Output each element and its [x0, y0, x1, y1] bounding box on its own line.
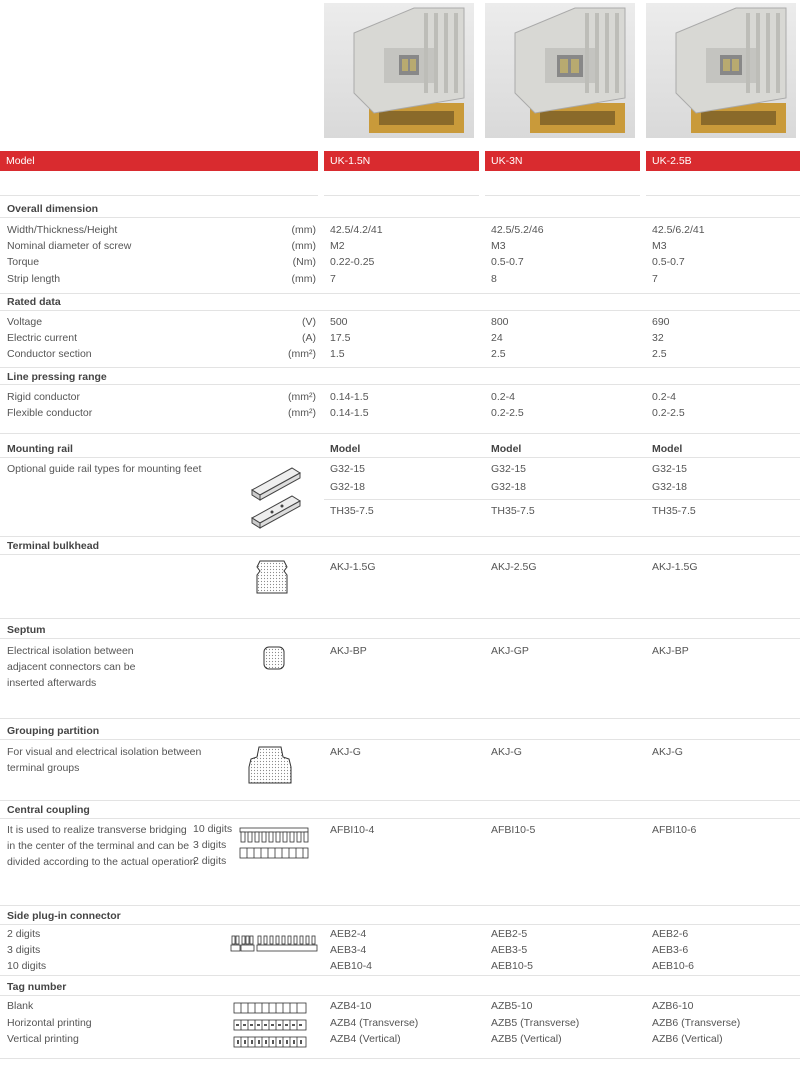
rail-model-label-1: Model	[330, 443, 361, 455]
sideplug-value: AEB2-6	[652, 928, 689, 940]
grouping-partition-icon	[247, 745, 293, 785]
spec-label: Strip length	[7, 272, 61, 285]
coupling-text-line: 3 digits	[193, 839, 227, 851]
rail-model-value: G32-15	[652, 463, 688, 475]
divider	[0, 554, 800, 555]
divider	[0, 433, 800, 434]
coupling-text-line: It is used to realize transverse bridging	[7, 824, 187, 836]
grouping-value: AKJ-G	[491, 746, 522, 758]
section-title-tag: Tag number	[7, 981, 67, 993]
septum-text-line: Electrical isolation between	[7, 645, 134, 657]
spec-value: 42.5/5.2/46	[491, 224, 544, 236]
section-title-bulkhead: Terminal bulkhead	[7, 540, 99, 552]
grouping-value: AKJ-G	[330, 746, 361, 758]
septum-value: AKJ-BP	[652, 645, 689, 657]
sideplug-value: AEB10-6	[652, 960, 695, 973]
spec-value: 42.5/6.2/41	[652, 224, 705, 236]
rail-model-label-3: Model	[652, 443, 683, 455]
spec-label: Flexible conductor	[7, 407, 93, 420]
divider	[0, 536, 800, 537]
divider	[0, 195, 318, 196]
divider	[0, 217, 800, 218]
divider	[324, 499, 800, 500]
spec-value: 0.14-1.5	[330, 391, 369, 403]
tag-strip-icon	[232, 1001, 308, 1053]
spec-value: 0.22-0.25	[330, 256, 375, 269]
divider	[0, 800, 800, 801]
coupling-value: AFBI10-5	[491, 824, 536, 836]
tag-value: AZB6 (Transverse)	[652, 1016, 741, 1029]
septum-value: AKJ-GP	[491, 645, 529, 657]
divider	[0, 995, 800, 996]
spec-value: 1.5	[330, 348, 345, 361]
coupling-value: AFBI10-4	[330, 824, 375, 836]
section-title-grouping: Grouping partition	[7, 725, 100, 737]
divider	[324, 195, 479, 196]
grouping-value: AKJ-G	[652, 746, 683, 758]
divider	[0, 975, 800, 976]
tag-value: AZB4 (Vertical)	[330, 1033, 401, 1045]
sideplug-text-line: 10 digits	[7, 960, 47, 973]
spec-value: 7	[652, 272, 658, 285]
spec-value: 42.5/4.2/41	[330, 224, 383, 236]
tag-value: AZB5 (Vertical)	[491, 1033, 562, 1045]
spec-label: Voltage	[7, 316, 43, 328]
divider	[0, 384, 800, 385]
divider	[0, 1058, 800, 1059]
coupling-text-line: in the center of the terminal and can be	[7, 840, 190, 852]
spec-label: Conductor section	[7, 348, 92, 361]
product-photo-uk-3n	[485, 3, 635, 138]
spec-value: 800	[491, 316, 509, 328]
spec-value: 0.2-4	[491, 391, 515, 403]
coupling-text-line: 10 digits	[193, 823, 233, 835]
header-model-label: Model	[0, 151, 318, 171]
bulkhead-value: AKJ-2.5G	[491, 561, 537, 573]
spec-value: 500	[330, 316, 348, 328]
spec-value: M2	[330, 240, 345, 253]
rail-model-value: G32-15	[491, 463, 527, 475]
section-title-sideplug: Side plug-in connector	[7, 910, 121, 922]
divider	[0, 924, 800, 925]
header-product-3: UK-2.5B	[646, 151, 800, 171]
tag-value: AZB5 (Transverse)	[491, 1016, 580, 1029]
rail-model-label-2: Model	[491, 443, 522, 455]
spec-label: Rigid conductor	[7, 391, 80, 403]
rail-model-value: TH35-7.5	[491, 505, 535, 517]
spec-value: M3	[652, 240, 667, 253]
divider	[0, 457, 800, 458]
spec-unit: (mm²)	[288, 407, 316, 420]
sideplug-value: AEB3-6	[652, 944, 689, 957]
septum-icon	[262, 645, 286, 671]
spec-unit: (A)	[302, 332, 316, 345]
section-title-overall: Overall dimension	[7, 203, 99, 215]
product-photo-uk-1-5n	[324, 3, 474, 138]
coupling-value: AFBI10-6	[652, 824, 697, 836]
rail-model-value: G32-18	[491, 481, 527, 493]
spec-label: Electric current	[7, 332, 78, 345]
divider	[0, 905, 800, 906]
spec-value: 0.5-0.7	[491, 256, 524, 269]
divider	[646, 195, 800, 196]
grouping-text-line: For visual and electrical isolation between	[7, 746, 202, 758]
spec-unit: (mm)	[291, 240, 316, 253]
section-title-coupling: Central coupling	[7, 804, 90, 816]
spec-label: Width/Thickness/Height	[7, 224, 118, 236]
spec-label: Torque	[7, 256, 40, 269]
rail-model-value: G32-18	[330, 481, 366, 493]
coupling-text-line: divided according to the actual operation	[7, 856, 196, 868]
spec-value: 8	[491, 272, 497, 285]
sideplug-value: AEB3-5	[491, 944, 528, 957]
tag-value: AZB6-10	[652, 1000, 694, 1012]
tag-value: AZB6 (Vertical)	[652, 1033, 723, 1045]
sideplug-text-line: 2 digits	[7, 928, 41, 940]
section-title-rated: Rated data	[7, 296, 61, 308]
divider	[0, 818, 800, 819]
tag-value: AZB4-10	[330, 1000, 372, 1012]
coupling-text-line: 2 digits	[193, 855, 227, 867]
tag-value: AZB4 (Transverse)	[330, 1016, 419, 1029]
spec-value: 0.2-2.5	[652, 407, 685, 420]
rail-model-value: TH35-7.5	[330, 505, 374, 517]
spec-value: 0.5-0.7	[652, 256, 685, 269]
tag-text-line: Horizontal printing	[7, 1016, 92, 1029]
divider	[0, 293, 800, 294]
spec-value: 24	[491, 332, 503, 345]
header-product-1: UK-1.5N	[324, 151, 479, 171]
din-rail-icon	[248, 460, 302, 532]
spec-value: M3	[491, 240, 506, 253]
divider	[0, 367, 800, 368]
spec-unit: (mm)	[291, 224, 316, 236]
spec-value: 32	[652, 332, 664, 345]
rail-description: Optional guide rail types for mounting feet	[7, 463, 202, 475]
section-title-pressing: Line pressing range	[7, 371, 107, 383]
spec-value: 7	[330, 272, 336, 285]
spec-value: 0.14-1.5	[330, 407, 369, 420]
sideplug-value: AEB2-5	[491, 928, 528, 940]
spec-value: 2.5	[491, 348, 506, 361]
spec-unit: (mm)	[291, 272, 316, 285]
spec-unit: (mm²)	[288, 391, 316, 403]
bulkhead-value: AKJ-1.5G	[330, 561, 376, 573]
septum-text-line: adjacent connectors can be	[7, 661, 136, 673]
sideplug-text-line: 3 digits	[7, 944, 41, 957]
tag-text-line: Vertical printing	[7, 1033, 79, 1045]
septum-text-line: inserted afterwards	[7, 677, 97, 689]
spec-value: 17.5	[330, 332, 351, 345]
section-title-rail: Mounting rail	[7, 443, 73, 455]
septum-value: AKJ-BP	[330, 645, 367, 657]
spec-value: 0.2-2.5	[491, 407, 524, 420]
product-photo-uk-2-5b	[646, 3, 796, 138]
divider	[0, 638, 800, 639]
grouping-text-line: terminal groups	[7, 762, 80, 774]
tag-value: AZB5-10	[491, 1000, 533, 1012]
bridge-comb-icon	[238, 826, 310, 862]
spec-unit: (mm²)	[288, 348, 316, 361]
tag-text-line: Blank	[7, 1000, 34, 1012]
section-title-septum: Septum	[7, 624, 46, 636]
sideplug-value: AEB3-4	[330, 944, 367, 957]
sideplug-value: AEB10-5	[491, 960, 534, 973]
side-plug-icon	[230, 932, 320, 954]
spec-unit: (Nm)	[292, 256, 316, 269]
sideplug-value: AEB2-4	[330, 928, 367, 940]
rail-model-value: G32-18	[652, 481, 688, 493]
sideplug-value: AEB10-4	[330, 960, 373, 973]
spec-label: Nominal diameter of screw	[7, 240, 132, 253]
divider	[0, 310, 800, 311]
rail-model-value: TH35-7.5	[652, 505, 696, 517]
spec-unit: (V)	[302, 316, 316, 328]
bulkhead-icon	[254, 559, 290, 595]
rail-model-value: G32-15	[330, 463, 366, 475]
bulkhead-value: AKJ-1.5G	[652, 561, 698, 573]
spec-value: 2.5	[652, 348, 667, 361]
divider	[485, 195, 640, 196]
spec-value: 0.2-4	[652, 391, 676, 403]
header-product-2: UK-3N	[485, 151, 640, 171]
spec-value: 690	[652, 316, 670, 328]
divider	[0, 718, 800, 719]
divider	[0, 618, 800, 619]
divider	[0, 739, 800, 740]
